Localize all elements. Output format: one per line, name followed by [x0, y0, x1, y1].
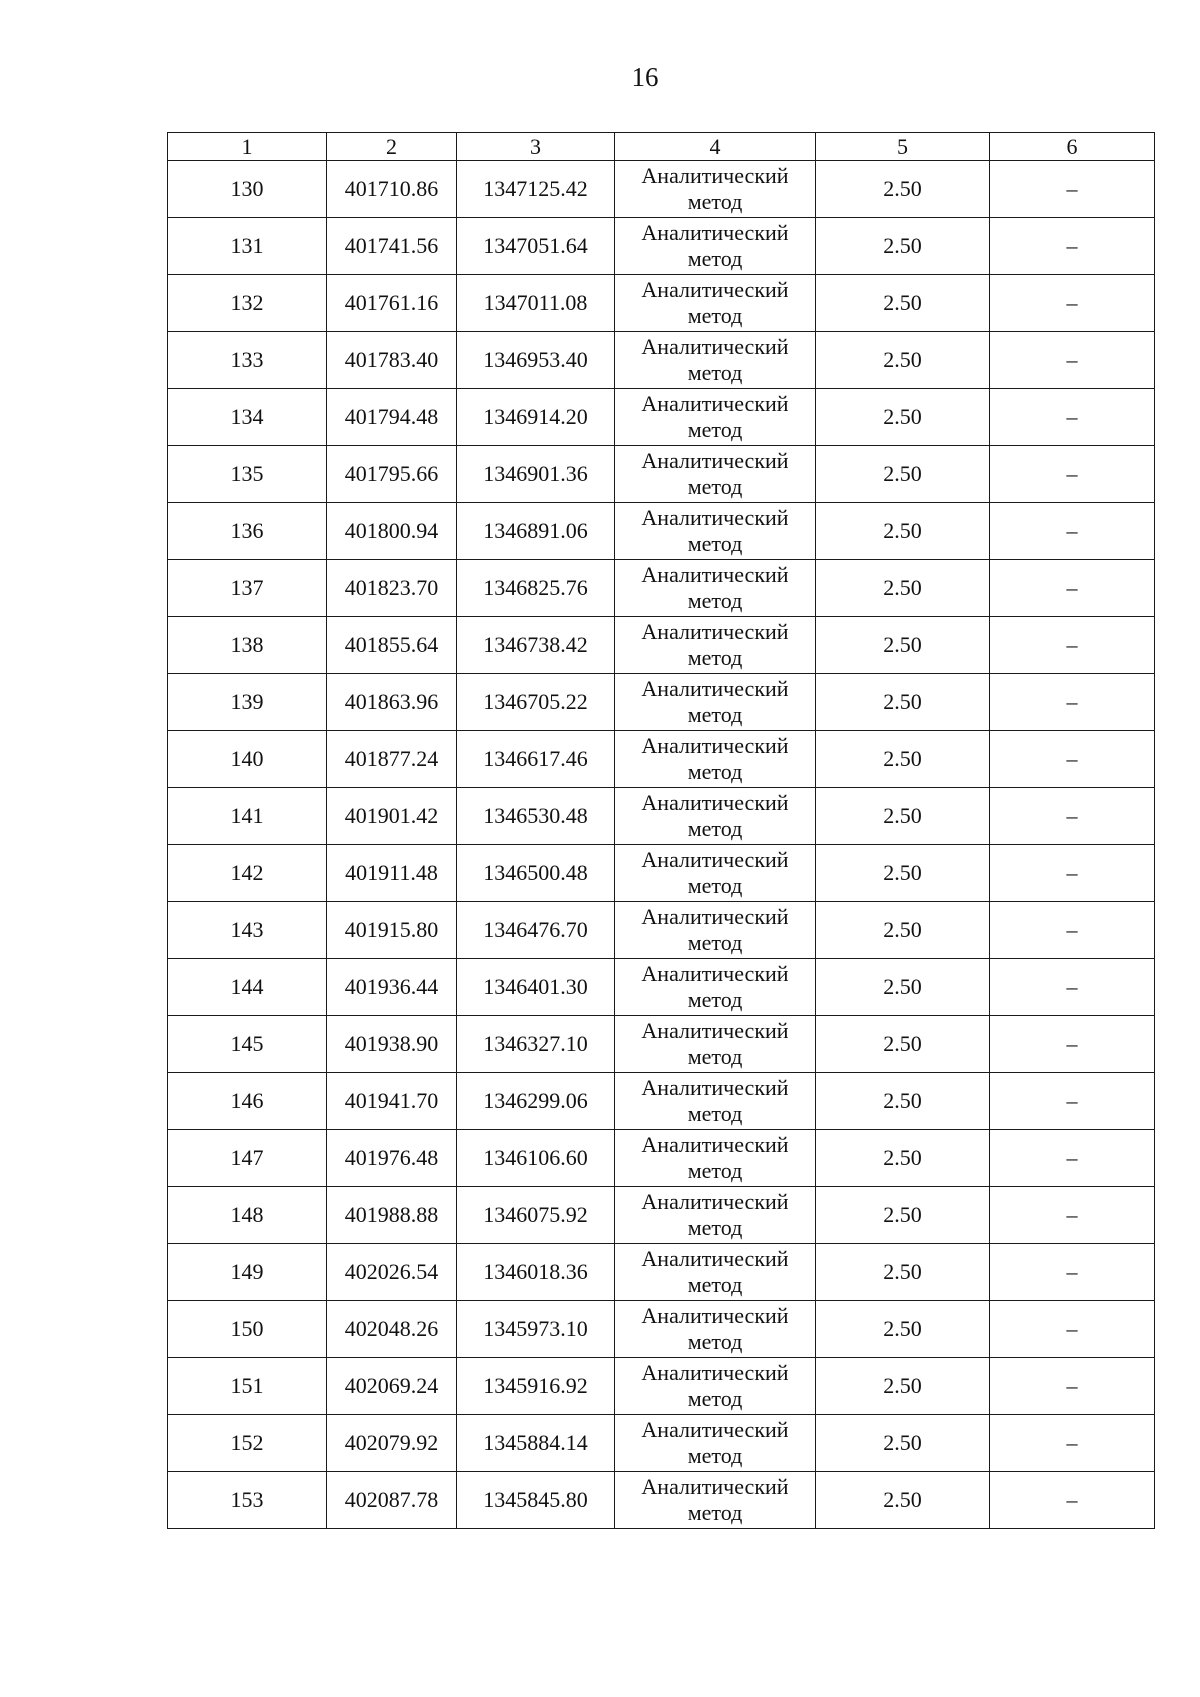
point-number-cell: 145 — [168, 1016, 327, 1073]
y-coordinate-cell: 1345916.92 — [457, 1358, 615, 1415]
accuracy-cell: 2.50 — [816, 617, 990, 674]
point-number-cell: 149 — [168, 1244, 327, 1301]
accuracy-cell: 2.50 — [816, 560, 990, 617]
y-coordinate-cell: 1345845.80 — [457, 1472, 615, 1529]
y-coordinate-cell: 1346953.40 — [457, 332, 615, 389]
method-cell: Аналитический метод — [615, 731, 816, 788]
note-cell: – — [990, 1472, 1155, 1529]
method-cell: Аналитический метод — [615, 902, 816, 959]
note-cell: – — [990, 389, 1155, 446]
point-number-cell: 140 — [168, 731, 327, 788]
column-header: 5 — [816, 133, 990, 161]
accuracy-cell: 2.50 — [816, 1244, 990, 1301]
method-cell: Аналитический метод — [615, 959, 816, 1016]
table-row — [168, 1415, 1155, 1472]
accuracy-cell: 2.50 — [816, 788, 990, 845]
point-number-cell: 146 — [168, 1073, 327, 1130]
table-row — [168, 161, 1155, 218]
x-coordinate-cell: 401901.42 — [327, 788, 457, 845]
x-coordinate-cell: 401823.70 — [327, 560, 457, 617]
x-coordinate-cell: 402079.92 — [327, 1415, 457, 1472]
table-row — [168, 674, 1155, 731]
column-header: 4 — [615, 133, 816, 161]
point-number-cell: 138 — [168, 617, 327, 674]
table-row — [168, 1016, 1155, 1073]
note-cell: – — [990, 503, 1155, 560]
column-header: 6 — [990, 133, 1155, 161]
point-number-cell: 136 — [168, 503, 327, 560]
method-cell: Аналитический метод — [615, 218, 816, 275]
y-coordinate-cell: 1346530.48 — [457, 788, 615, 845]
accuracy-cell: 2.50 — [816, 332, 990, 389]
y-coordinate-cell: 1345884.14 — [457, 1415, 615, 1472]
y-coordinate-cell: 1346901.36 — [457, 446, 615, 503]
x-coordinate-cell: 401710.86 — [327, 161, 457, 218]
accuracy-cell: 2.50 — [816, 161, 990, 218]
accuracy-cell: 2.50 — [816, 503, 990, 560]
y-coordinate-cell: 1346476.70 — [457, 902, 615, 959]
method-cell: Аналитический метод — [615, 1130, 816, 1187]
table-row — [168, 1358, 1155, 1415]
y-coordinate-cell: 1346075.92 — [457, 1187, 615, 1244]
point-number-cell: 139 — [168, 674, 327, 731]
table-row — [168, 617, 1155, 674]
note-cell: – — [990, 959, 1155, 1016]
x-coordinate-cell: 401976.48 — [327, 1130, 457, 1187]
y-coordinate-cell: 1345973.10 — [457, 1301, 615, 1358]
y-coordinate-cell: 1346617.46 — [457, 731, 615, 788]
point-number-cell: 151 — [168, 1358, 327, 1415]
table-row — [168, 446, 1155, 503]
y-coordinate-cell: 1346825.76 — [457, 560, 615, 617]
table-row — [168, 788, 1155, 845]
table-row — [168, 389, 1155, 446]
accuracy-cell: 2.50 — [816, 674, 990, 731]
table-body — [168, 161, 1155, 1529]
method-cell: Аналитический метод — [615, 332, 816, 389]
accuracy-cell: 2.50 — [816, 1016, 990, 1073]
x-coordinate-cell: 401988.88 — [327, 1187, 457, 1244]
method-cell: Аналитический метод — [615, 1073, 816, 1130]
y-coordinate-cell: 1346018.36 — [457, 1244, 615, 1301]
table-row — [168, 1130, 1155, 1187]
column-header: 3 — [457, 133, 615, 161]
accuracy-cell: 2.50 — [816, 1073, 990, 1130]
x-coordinate-cell: 402026.54 — [327, 1244, 457, 1301]
method-cell: Аналитический метод — [615, 389, 816, 446]
note-cell: – — [990, 1187, 1155, 1244]
x-coordinate-cell: 401877.24 — [327, 731, 457, 788]
table-row — [168, 1073, 1155, 1130]
x-coordinate-cell: 401741.56 — [327, 218, 457, 275]
y-coordinate-cell: 1346299.06 — [457, 1073, 615, 1130]
method-cell: Аналитический метод — [615, 1244, 816, 1301]
y-coordinate-cell: 1347125.42 — [457, 161, 615, 218]
x-coordinate-cell: 401794.48 — [327, 389, 457, 446]
point-number-cell: 130 — [168, 161, 327, 218]
note-cell: – — [990, 161, 1155, 218]
y-coordinate-cell: 1346327.10 — [457, 1016, 615, 1073]
accuracy-cell: 2.50 — [816, 731, 990, 788]
accuracy-cell: 2.50 — [816, 1358, 990, 1415]
y-coordinate-cell: 1346500.48 — [457, 845, 615, 902]
method-cell: Аналитический метод — [615, 1016, 816, 1073]
note-cell: – — [990, 1016, 1155, 1073]
table-row — [168, 1472, 1155, 1529]
x-coordinate-cell: 401761.16 — [327, 275, 457, 332]
point-number-cell: 135 — [168, 446, 327, 503]
table-row — [168, 218, 1155, 275]
point-number-cell: 131 — [168, 218, 327, 275]
note-cell: – — [990, 560, 1155, 617]
table-row — [168, 902, 1155, 959]
accuracy-cell: 2.50 — [816, 1187, 990, 1244]
column-header: 1 — [168, 133, 327, 161]
table-row — [168, 275, 1155, 332]
x-coordinate-cell: 401941.70 — [327, 1073, 457, 1130]
x-coordinate-cell: 401936.44 — [327, 959, 457, 1016]
x-coordinate-cell: 401911.48 — [327, 845, 457, 902]
method-cell: Аналитический метод — [615, 1301, 816, 1358]
method-cell: Аналитический метод — [615, 617, 816, 674]
table-row — [168, 503, 1155, 560]
x-coordinate-cell: 401855.64 — [327, 617, 457, 674]
note-cell: – — [990, 332, 1155, 389]
point-number-cell: 142 — [168, 845, 327, 902]
accuracy-cell: 2.50 — [816, 446, 990, 503]
point-number-cell: 153 — [168, 1472, 327, 1529]
point-number-cell: 132 — [168, 275, 327, 332]
table-row — [168, 1301, 1155, 1358]
x-coordinate-cell: 401863.96 — [327, 674, 457, 731]
note-cell: – — [990, 1130, 1155, 1187]
method-cell: Аналитический метод — [615, 1187, 816, 1244]
note-cell: – — [990, 1415, 1155, 1472]
table-row — [168, 560, 1155, 617]
point-number-cell: 133 — [168, 332, 327, 389]
point-number-cell: 152 — [168, 1415, 327, 1472]
y-coordinate-cell: 1347011.08 — [457, 275, 615, 332]
method-cell: Аналитический метод — [615, 446, 816, 503]
y-coordinate-cell: 1346705.22 — [457, 674, 615, 731]
x-coordinate-cell: 401783.40 — [327, 332, 457, 389]
note-cell: – — [990, 275, 1155, 332]
point-number-cell: 134 — [168, 389, 327, 446]
accuracy-cell: 2.50 — [816, 845, 990, 902]
page-number: 16 — [631, 62, 659, 92]
table-row — [168, 959, 1155, 1016]
table-row — [168, 845, 1155, 902]
x-coordinate-cell: 402087.78 — [327, 1472, 457, 1529]
accuracy-cell: 2.50 — [816, 218, 990, 275]
method-cell: Аналитический метод — [615, 560, 816, 617]
point-number-cell: 137 — [168, 560, 327, 617]
accuracy-cell: 2.50 — [816, 1415, 990, 1472]
table-row — [168, 731, 1155, 788]
method-cell: Аналитический метод — [615, 845, 816, 902]
x-coordinate-cell: 401795.66 — [327, 446, 457, 503]
point-number-cell: 143 — [168, 902, 327, 959]
note-cell: – — [990, 1073, 1155, 1130]
x-coordinate-cell: 401915.80 — [327, 902, 457, 959]
note-cell: – — [990, 1358, 1155, 1415]
method-cell: Аналитический метод — [615, 275, 816, 332]
point-number-cell: 144 — [168, 959, 327, 1016]
method-cell: Аналитический метод — [615, 1472, 816, 1529]
note-cell: – — [990, 731, 1155, 788]
y-coordinate-cell: 1346914.20 — [457, 389, 615, 446]
point-number-cell: 147 — [168, 1130, 327, 1187]
method-cell: Аналитический метод — [615, 674, 816, 731]
note-cell: – — [990, 446, 1155, 503]
note-cell: – — [990, 902, 1155, 959]
table-row — [168, 332, 1155, 389]
note-cell: – — [990, 1244, 1155, 1301]
note-cell: – — [990, 218, 1155, 275]
note-cell: – — [990, 1301, 1155, 1358]
method-cell: Аналитический метод — [615, 1358, 816, 1415]
x-coordinate-cell: 401938.90 — [327, 1016, 457, 1073]
note-cell: – — [990, 788, 1155, 845]
method-cell: Аналитический метод — [615, 788, 816, 845]
y-coordinate-cell: 1346106.60 — [457, 1130, 615, 1187]
point-number-cell: 148 — [168, 1187, 327, 1244]
y-coordinate-cell: 1346891.06 — [457, 503, 615, 560]
y-coordinate-cell: 1346738.42 — [457, 617, 615, 674]
accuracy-cell: 2.50 — [816, 959, 990, 1016]
accuracy-cell: 2.50 — [816, 275, 990, 332]
point-number-cell: 141 — [168, 788, 327, 845]
table-row — [168, 1244, 1155, 1301]
method-cell: Аналитический метод — [615, 503, 816, 560]
point-number-cell: 150 — [168, 1301, 327, 1358]
table-header-row — [168, 133, 1155, 161]
coordinates-table — [167, 132, 1155, 1529]
note-cell: – — [990, 845, 1155, 902]
note-cell: – — [990, 617, 1155, 674]
accuracy-cell: 2.50 — [816, 1472, 990, 1529]
y-coordinate-cell: 1347051.64 — [457, 218, 615, 275]
method-cell: Аналитический метод — [615, 161, 816, 218]
table-row — [168, 1187, 1155, 1244]
column-header: 2 — [327, 133, 457, 161]
accuracy-cell: 2.50 — [816, 902, 990, 959]
x-coordinate-cell: 402069.24 — [327, 1358, 457, 1415]
x-coordinate-cell: 402048.26 — [327, 1301, 457, 1358]
method-cell: Аналитический метод — [615, 1415, 816, 1472]
y-coordinate-cell: 1346401.30 — [457, 959, 615, 1016]
x-coordinate-cell: 401800.94 — [327, 503, 457, 560]
accuracy-cell: 2.50 — [816, 1301, 990, 1358]
accuracy-cell: 2.50 — [816, 389, 990, 446]
accuracy-cell: 2.50 — [816, 1130, 990, 1187]
note-cell: – — [990, 674, 1155, 731]
